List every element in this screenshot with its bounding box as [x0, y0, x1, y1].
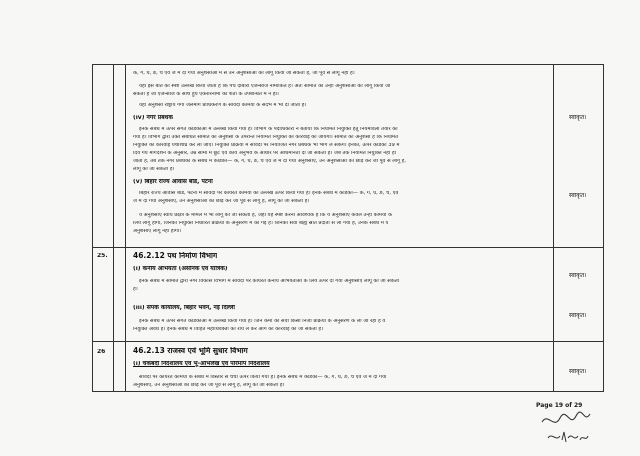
- text-line: दिये गये मार्गदर्शन के अनुसार, उम्र सीमा में छूट एवं कार्य अनुभव के आधार पर अधिमानता दी जा सकती है। जब तक नियमित नियुक्ति नहीं हो: [133, 151, 396, 156]
- text-line: यही अनुशंसा राष्ट्रीय गंगा जलमार्ग प्राधिकरण के संविदा कर्मियों के संदर्भ में भी दी जाती है।: [139, 103, 307, 108]
- text-line: बिहार राज्य आवास बोर्ड, पटना में संविदा पर कार्यरत कर्मियों का उल्लेख ऊपर किया गया है। इनके संबंध में कंडिका— क, ग, घ, ङ, च, एवं: [139, 191, 399, 196]
- text-line: क, ग, घ, ङ, च एवं ज में दी गयी अनुशंसाओं में से उन अनुशंसाओं को लागू किया जा सकता है, जो पूर्व से लागू नहीं हैं।: [133, 71, 355, 76]
- text-line: ये अनुशंसाएं स्वीय प्रक्षेत्र के मामले में भी लागू की जा सकती हैं, जहाँ यह स्पष्ट करना आवश्यक है कि ये अनुशंसाएं केवल उन्हीं कर्मियों के: [139, 213, 392, 218]
- text-line: सकता है जो एजेन्सीज के साथ हुये एकरारनामा की शर्तों के उपबन्धित में न हो।: [133, 92, 279, 97]
- text-line: नियुक्ति की कार्रवाई यथाशीघ्र कर ली जाए। नियुक्ति प्रक्रिया में संविदा पर नियोजित नगर प्रबंधक भी भाग ले सकेंगे। इनको, ऊपर कंडिका 39 में: [133, 143, 400, 148]
- page-number: Page 19 of 29: [536, 402, 583, 409]
- text-line: इनके संबंध में ऊपर संगत कंडिकाओं में उल्लेख किया गया है। जिन कर्मी की सेवा किसी निजी प्रक्रिया के अनुसरण के ली जा रही है वे: [139, 319, 386, 324]
- text-line: अनुशंसाएं लागू नहीं होंगी।: [133, 229, 182, 234]
- status-accepted: स्वीकृत।: [569, 115, 587, 121]
- row-number: 25.: [97, 253, 108, 259]
- recommendation-table: [92, 64, 604, 392]
- text-line: ज में दी गयी अनुशंसाएं, उन अनुशंसाओं को छोड़ कर जो पूर्व से लागू हैं, लागू की जा सकती हैं।: [133, 199, 310, 204]
- text-line: नियुक्ति अवैध है। इनके संबंध में विहित महाधिवक्ता की राय ले कर आगे की कार्रवाई की जा सकती है।: [133, 327, 324, 332]
- text-line: जाती है, तब तक नगर प्रबंधकों के संबंध में कंडिका— क, ग, घ, ङ, च एवं ज में दी गयी अनुशंसाएं, उन अनुशंसाओं को छोड़ कर जो पूर्व से लागू हैं,: [133, 159, 407, 164]
- status-accepted: स्वीकृत।: [569, 369, 587, 375]
- text-line: इनके संबंध में समिति द्वारा नगर विकास विभाग में संविदा पर कार्यरत कनीय अभियंताओं के लिये ऊपर दी गयी अनुशंसाएं लागू की जा सकती: [139, 279, 400, 284]
- sub-heading-consolidation: (i) चकबंदी निदेशालय एवं भू-अभिलेख एवं परिमाप निदेशालय: [133, 361, 270, 367]
- text-line: इनके संबंध में ऊपर संगत कंडिकाओं में उल्लेख किया गया है। विभाग के पदाधिकारी ने बताया कि नियमित नियुक्ति हेतु नियमावली तैयार की: [139, 127, 398, 132]
- text-line: संविदा पर कार्यरत कर्मियों के संबंध में विस्तार से चर्चा ऊपर किया गया है। इनके संबंध में कंडिका— क, ग, घ, ङ, च एवं ज में दी गयी: [139, 375, 387, 380]
- section-heading: 46.2.12 पथ निर्माण विभाग: [133, 252, 218, 260]
- sub-heading-junior-engineer: (i) कनीय अभियंता (असैनिक एवं यांत्रिक): [133, 266, 228, 272]
- sub-heading-liaison-office: (iii) संपर्क कार्यालय, बिहार भवन, नई दिल्ली: [133, 305, 235, 311]
- text-line: लागू की जा सकती हैं।: [133, 167, 175, 172]
- status-accepted: स्वीकृत।: [569, 273, 587, 279]
- row-number: 26: [97, 349, 106, 355]
- status-accepted: स्वीकृत।: [569, 313, 587, 319]
- text-line: हैं।: [133, 287, 138, 292]
- sub-heading-housing-board: (v) बिहार राज्य आवास बोर्ड, पटना: [133, 179, 213, 185]
- text-line: लिये लागू होंगी, जिनकी नियुक्ति निर्धारित प्रक्रिया के अनुसरण में की गई है। जिनकी सेवा बाह्य स्रोत प्रदाता से ली गयी है, उनके संबंध में ये: [133, 221, 389, 226]
- text-line: अनुशंसाएं, उन अनुशंसाओं को छोड़ कर जो पूर्व से लागू हैं, लागू की जा सकती हैं।: [133, 383, 285, 388]
- text-line: यहाँ इस बात का स्पष्ट उल्लेख किया जाता है कि पंच दोबारा एजेन्सीज नामांकित हैं। अतः समिति की उन्हीं अनुशंसाओं को लागू किया जा: [139, 84, 391, 89]
- handwritten-signature: [540, 408, 592, 448]
- text-line: गयी है। विभाग द्वारा उक्त संबंधित समिति की अनुशंसा के उपरान्त नियमित नियुक्ति की कार्रवाई की जायगी। समिति की अनुशंसा है कि नियमित: [133, 135, 399, 140]
- section-heading: 46.2.13 राजस्व एवं भूमि सुधार विभाग: [133, 347, 248, 355]
- sub-heading-city-manager: (iv) नगर प्रबंधक: [133, 115, 173, 121]
- status-accepted: स्वीकृत।: [569, 193, 587, 199]
